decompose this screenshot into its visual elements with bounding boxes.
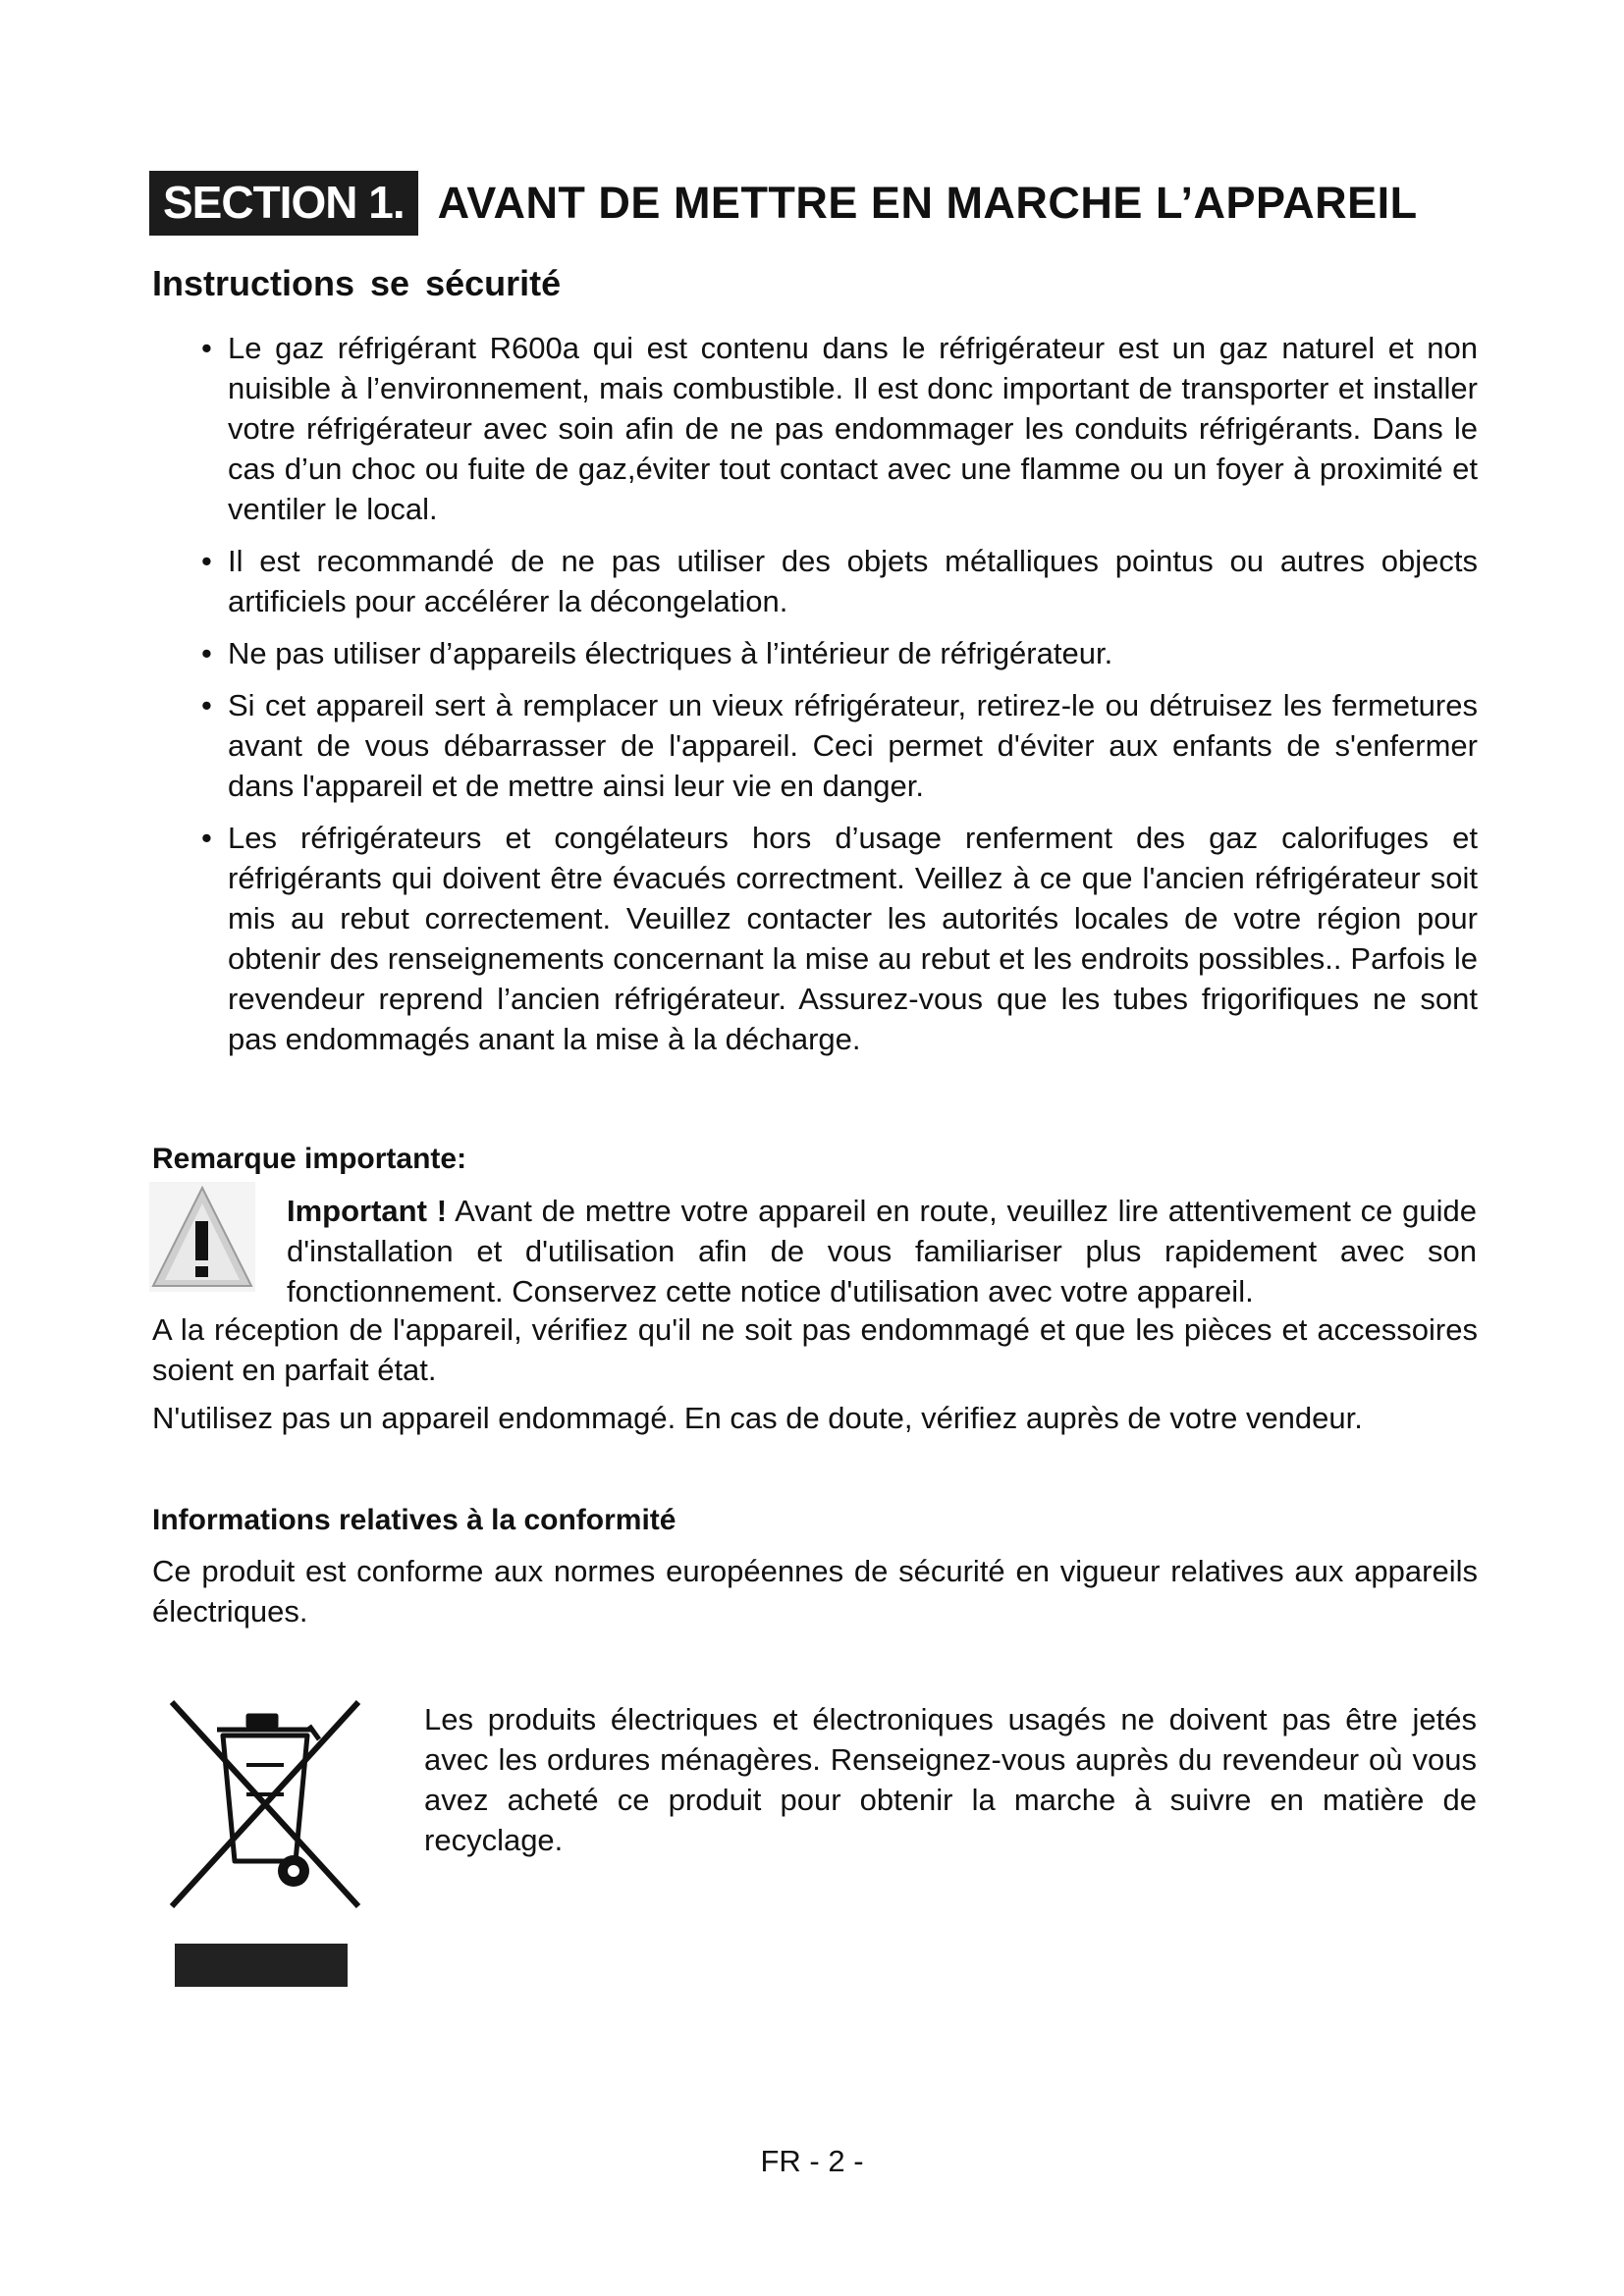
weee-bar bbox=[175, 1944, 348, 1987]
section-badge: SECTION 1. bbox=[149, 171, 418, 236]
safety-bullet: • Si cet appareil sert à remplacer un vieux réfrigérateur, retirez-le ou détruisez les fermetures avant de vous débarrasser de l'appareil. Ceci permet d'éviter aux enfants de s'enfermer dans l'appareil et de mettre ainsi leur vie en danger. bbox=[201, 685, 1478, 806]
section-header bbox=[149, 171, 1418, 236]
safety-heading: Instructions se sécurité bbox=[152, 263, 562, 303]
safety-bullet: • Ne pas utiliser d’appareils électriques à l’intérieur de réfrigérateur. bbox=[201, 633, 1478, 673]
safety-bullet: • Le gaz réfrigérant R600a qui est contenu dans le réfrigérateur est un gaz naturel et non nuisible à l’environnement, mais combustible. Il est donc important de transporter et installer votre réfrigérateur avec soin afin de ne pas endommager les conduits réfrigérants. Dans le cas d’un choc ou fuite de gaz,éviter tout contact avec une flamme ou un foyer à proximité et ventiler le local. bbox=[201, 328, 1478, 529]
weee-paragraph: Les produits électriques et électroniques usagés ne doivent pas être jetés avec les ordures ménagères. Renseignez-vous auprès du revendeur où vous avez acheté ce produit pour obtenir la marche à suivre en matière de recyclage. bbox=[424, 1702, 1477, 1857]
remarque-heading: Remarque importante: bbox=[152, 1143, 467, 1175]
damaged-paragraph: N'utilisez pas un appareil endommagé. En cas de doute, vérifiez auprès de votre vendeur. bbox=[152, 1401, 1363, 1435]
important-text: Avant de mettre votre appareil en route, veuillez lire attentivement ce guide d'installation et d'utilisation afin de vous familiariser plus rapidement avec son fonctionnement. Conservez cette notice d'utilisation avec votre appareil. bbox=[287, 1194, 1477, 1308]
important-label: Important ! bbox=[287, 1194, 448, 1228]
safety-bullet: • Les réfrigérateurs et congélateurs hors d’usage renferment des gaz calorifuges et réfrigérants qui doivent être évacués correctment. Veillez à ce que l'ancien réfrigérateur soit mis au rebut correctement. Veuillez contacter les autorités locales de votre région pour obtenir des renseignements concernant la mise au rebut et les endroits possibles.. Parfois le revendeur reprend l’ancien réfrigérateur. Assurez-vous que les tubes frigorifiques ne sont pas endommagés anant la mise à la décharge. bbox=[201, 818, 1478, 1059]
important-notice bbox=[287, 1191, 1477, 1311]
section-title: AVANT DE METTRE EN MARCHE L’APPAREIL bbox=[437, 178, 1418, 228]
crossed-bin-icon bbox=[162, 1696, 368, 1912]
warning-triangle-icon bbox=[149, 1182, 255, 1292]
reception-paragraph: A la réception de l'appareil, vérifiez qu'il ne soit pas endommagé et que les pièces et accessoires soient en parfait état. bbox=[152, 1312, 1478, 1387]
conformity-heading: Informations relatives à la conformité bbox=[152, 1504, 677, 1536]
safety-bullet: • Il est recommandé de ne pas utiliser des objets métalliques pointus ou autres objects artificiels pour accélérer la décongelation. bbox=[201, 541, 1478, 621]
safety-bullet-list bbox=[201, 328, 1478, 1071]
page-number: FR - 2 - bbox=[760, 2144, 864, 2178]
conformity-paragraph: Ce produit est conforme aux normes européennes de sécurité en vigueur relatives aux appareils électriques. bbox=[152, 1554, 1478, 1629]
